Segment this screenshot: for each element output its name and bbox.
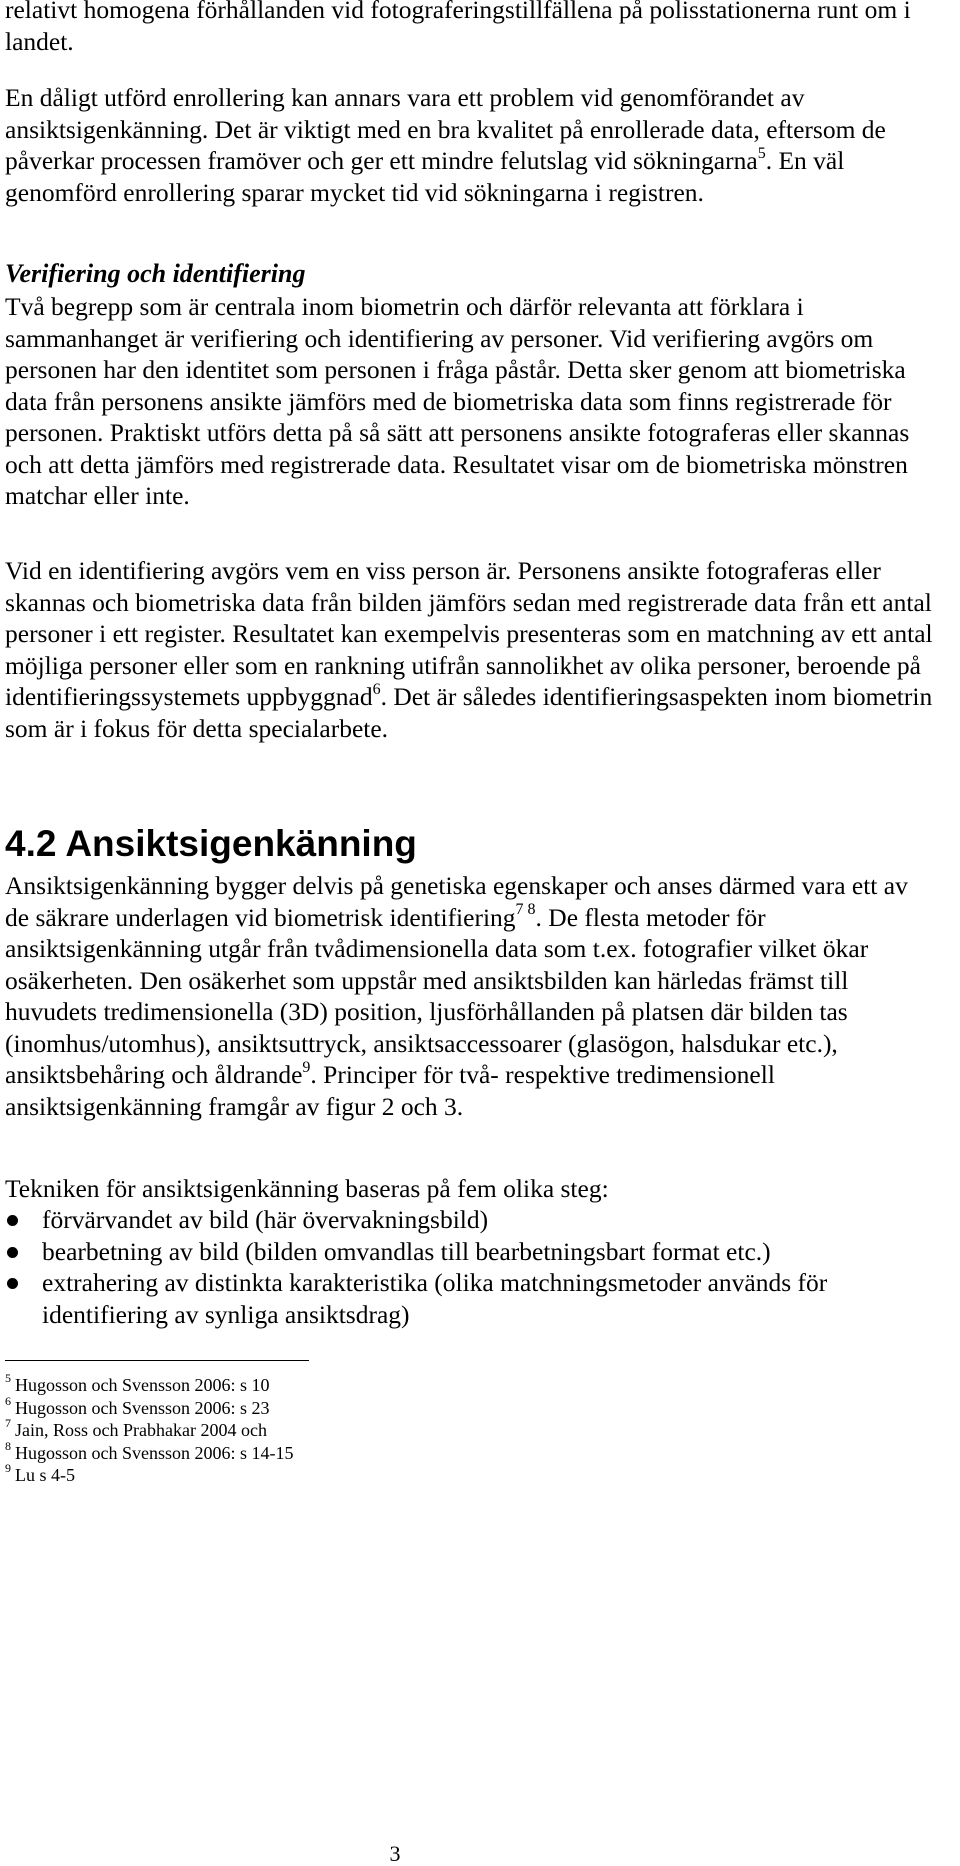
paragraph-text: Ansiktsigenkänning bygger delvis på genetiska egenskaper och anses därmed vara ett av de säkrare underlagen vid biometrisk identifiering xyxy=(5,871,908,932)
footnote-text: Jain, Ross och Prabhakar 2004 och xyxy=(15,1420,267,1440)
section-heading: 4.2 Ansiktsigenkänning xyxy=(5,823,417,864)
list-item-text: extrahering av distinkta karakteristika (olika matchningsmetoder används för identifiering av synliga ansiktsdrag) xyxy=(42,1268,828,1329)
footnote xyxy=(5,1416,605,1442)
footnote-ref[interactable]: 5 xyxy=(757,144,766,162)
paragraph-text: . Det är således identifieringsaspekten inom biometrin som är i fokus för detta specialarbete. xyxy=(5,682,933,743)
list-item-text: förvärvandet av bild (här övervakningsbild) xyxy=(42,1205,489,1234)
bullet-icon xyxy=(7,1215,18,1226)
paragraph-text: . De flesta metoder för ansiktsigenkänning utgår från tvådimensionella data som t.ex. fotografier vilket ökar osäkerheten. Den osäkerhet som uppstår med ansiktsbilden kan härledas främst till huvudets tredimensionella (3D) position, ljusförhållanden på platsen där bilden tas (inomhus/utomhus), ansiktsuttryck, ansiktsaccessoarer (glasögon, halsdukar etc.), ansiktsbehåring och åldrande xyxy=(5,902,869,1089)
paragraph-steps-intro: Tekniken för ansiktsigenkänning baseras på fem olika steg: xyxy=(5,1174,609,1203)
list-item xyxy=(5,1204,930,1236)
footnote xyxy=(5,1461,605,1487)
paragraph-text: En dåligt utförd enrollering kan annars vara ett problem vid genomförandet av ansiktsigenkänning. Det är viktigt med en bra kvalitet på enrollerade data, eftersom de påverkar processen framöver och ger ett mindre felutslag vid sökningarna xyxy=(5,83,886,175)
list-item xyxy=(5,1236,930,1268)
footnote-ref[interactable]: 9 xyxy=(302,1058,311,1076)
footnote-ref[interactable]: 6 xyxy=(372,680,381,698)
paragraph-identification xyxy=(5,555,945,744)
footnote-number: 6 xyxy=(5,1393,11,1408)
footnote xyxy=(5,1371,605,1397)
steps-list xyxy=(5,1204,930,1330)
paragraph-enrollment xyxy=(5,82,930,208)
page-number: 3 xyxy=(389,1841,401,1866)
subheading-verification: Verifiering och identifiering xyxy=(5,259,306,288)
paragraph-text: Vid en identifiering avgörs vem en viss person är. Personens ansikte fotograferas eller skannas och biometriska data från bilden jämförs sedan med registrerade data från ett antal personer i ett register. Resultatet kan exempelvis presenteras som en matchning av ett antal möjliga personer eller som en rankning utifrån sannolikhet av olika personer, beroende på identifieringssystemets uppbyggnad xyxy=(5,556,933,711)
list-item xyxy=(5,1267,930,1330)
footnotes-list xyxy=(5,1371,605,1487)
bullet-icon xyxy=(7,1247,18,1258)
paragraph-face-recognition xyxy=(5,870,930,1122)
footnote-text: Lu s 4-5 xyxy=(15,1465,75,1485)
footnote-number: 7 xyxy=(5,1416,11,1430)
footnote-text: Hugosson och Svensson 2006: s 23 xyxy=(15,1397,270,1418)
footnote xyxy=(5,1438,605,1465)
paragraph-intro-continuation: relativt homogena förhållanden vid fotograferingstillfällena på polisstationerna runt om i landet. xyxy=(5,0,911,56)
footnote-ref[interactable]: 7 8 xyxy=(515,901,536,918)
footnote-number: 8 xyxy=(5,1438,11,1453)
footnote-text: Hugosson och Svensson 2006: s 10 xyxy=(15,1375,270,1395)
footnote-number: 5 xyxy=(5,1371,11,1385)
footnote-divider xyxy=(5,1360,309,1361)
paragraph-text: . En väl genomförd enrollering sparar mycket tid vid sökningarna i registren. xyxy=(5,146,845,207)
footnote-text: Hugosson och Svensson 2006: s 14-15 xyxy=(15,1442,294,1463)
footnote-number: 9 xyxy=(5,1461,11,1475)
list-item-text: bearbetning av bild (bilden omvandlas till bearbetningsbart format etc.) xyxy=(42,1236,771,1266)
paragraph-verification: Två begrepp som är centrala inom biometrin och därför relevanta att förklara i sammanhanget är verifiering och identifiering av personer. Vid verifiering avgörs om personen har den identitet som personen i fråga påstår. Detta sker genom att biometriska data från personens ansikte jämförs med de biometriska data som finns registrerade för personen. Praktiskt utförs detta på så sätt att personens ansikte fotograferas eller skannas och att detta jämförs med registrerade data. Resultatet visar om de biometriska mönstren matchar eller inte. xyxy=(5,292,910,510)
footnote xyxy=(5,1393,605,1420)
bullet-icon xyxy=(7,1278,18,1289)
paragraph-text: . Principer för två- respektive tredimensionell ansiktsigenkänning framgår av figur 2 och 3. xyxy=(5,1060,775,1121)
